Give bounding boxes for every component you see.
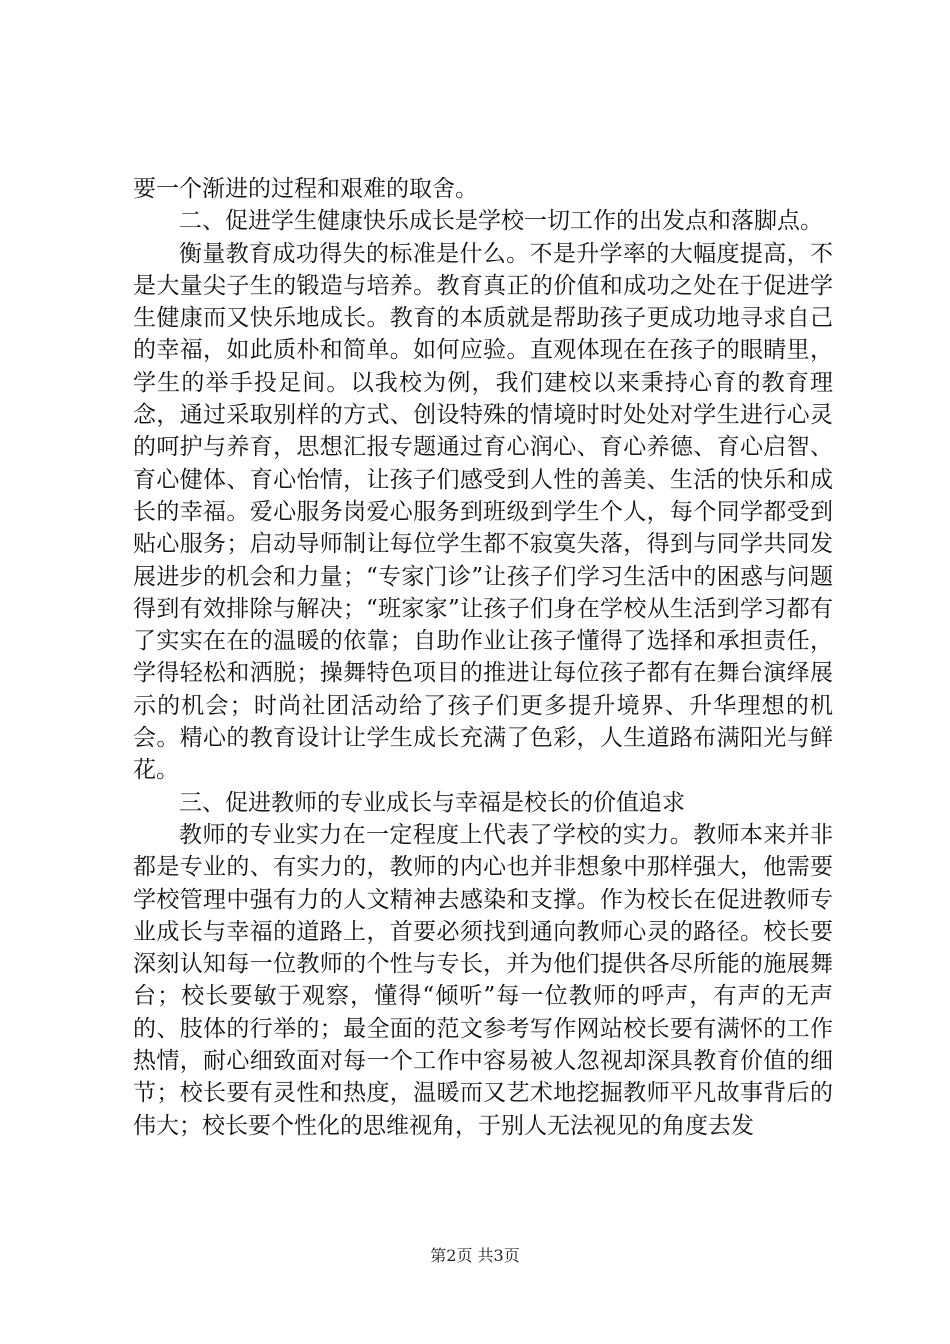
page-footer xyxy=(0,1246,950,1266)
page-indicator: 第2页 共3页 xyxy=(430,1246,520,1265)
paragraph-2-heading: 二、促进学生健康快乐成长是学校一切工作的出发点和落脚点。 xyxy=(179,208,823,235)
paragraph-5: 教师的专业实力在一定程度上代表了学校的实力。教师本来并非都是专业的、有实力的，教师的内心也并非想象中那样强大，他需要学校管理中强有力的人文精神去感染和支撑。作为校长在促进教师专业成长与幸福的道路上，首要必须找到通向教师心灵的路径。校长要深刻认知每一位教师的个性与专长，并为他们提供各尽所能的施展舞台；校长要敏于观察，懂得“倾听”每一位教师的呼声，有声的无声的、肢体的行举的；最全面的范文参考写作网站校长要有满怀的工作热情，耐心细致面对每一个工作中容易被人忽视却深具教育价值的细节；校长要有灵性和热度，温暖而又艺术地挖掘教师平凡故事背后的伟大；校长要个性化的思维视角，于别人无法视见的角度去发 xyxy=(133,821,833,1139)
document-body xyxy=(133,173,833,1142)
paragraph-4-heading: 三、促进教师的专业成长与幸福是校长的价值追求 xyxy=(179,789,685,816)
paragraph-1: 要一个渐进的过程和艰难的取舍。 xyxy=(133,176,478,202)
paragraph-3: 衡量教育成功得失的标准是什么。不是升学率的大幅度提高，不是大量尖子生的锻造与培养。教育真正的价值和成功之处在于促进学生健康而又快乐地成长。教育的本质就是帮助孩子更成功地寻求自己的幸福，如此质朴和简单。如何应验。直观体现在在孩子的眼睛里，学生的举手投足间。以我校为例，我们建校以来秉持心育的教育理念，通过采取别样的方式、创设特殊的情境时时处处对学生进行心灵的呵护与养育，思想汇报专题通过育心润心、育心养德、育心启智、育心健体、育心怡情，让孩子们感受到人性的善美、生活的快乐和成长的幸福。爱心服务岗爱心服务到班级到学生个人，每个同学都受到贴心服务；启动导师制让每位学生都不寂寞失落，得到与同学共同发展进步的机会和力量；“专家门诊”让孩子们学习生活中的困惑与问题得到有效排除与解决；“班家家”让孩子们身在学校从生活到学习都有了实实在在的温暖的依靠；自助作业让孩子懂得了选择和承担责任，学得轻松和洒脱；操舞特色项目的推进让每位孩子都有在舞台演绎展示的机会；时尚社团活动给了孩子们更多提升境界、升华理想的机会。精心的教育设计让学生成长充满了色彩，人生道路布满阳光与鲜花。 xyxy=(133,240,833,784)
